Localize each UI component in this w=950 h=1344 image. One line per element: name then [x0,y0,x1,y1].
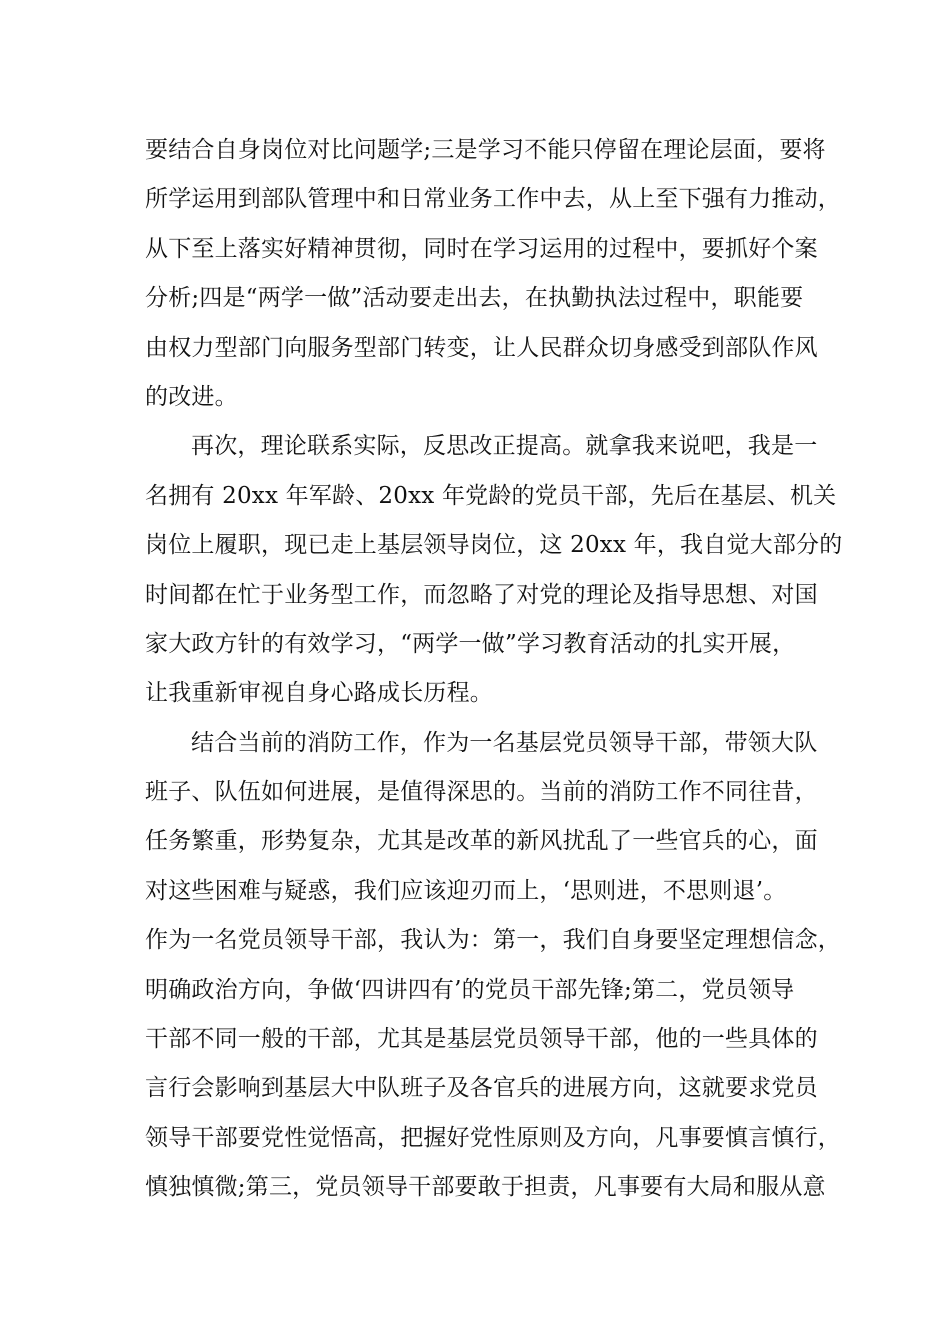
text-line: 作为一名党员领导干部，我认为：第一，我们自身要坚定理想信念， [145,927,841,954]
text-line: 慎独慎微;第三，党员领导干部要敢于担责，凡事要有大局和服从意 [145,1174,826,1201]
text-line: 让我重新审视自身心路成长历程。 [145,680,493,707]
text-line: 干部不同一般的干部，尤其是基层党员领导干部，他的一些具体的 [145,1026,818,1053]
text-line: 班子、队伍如何进展，是值得深思的。当前的消防工作不同往昔， [145,779,818,806]
text-line: 由权力型部门向服务型部门转变，让人民群众切身感受到部队作风 [145,334,818,361]
text-line: 明确政治方向，争做‘四讲四有’的党员干部先锋;第二，党员领导 [145,976,795,1003]
text-line: 对这些困难与疑惑，我们应该迎刃而上，‘思则进，不思则退’。 [145,877,787,904]
text-line: 所学运用到部队管理中和日常业务工作中去，从上至下强有力推动， [145,186,841,213]
text-line: 言行会影响到基层大中队班子及各官兵的进展方向，这就要求党员 [145,1075,818,1102]
document-body [145,126,843,1213]
text-line: 时间都在忙于业务型工作，而忽略了对党的理论及指导思想、对国 [145,581,818,608]
text-line: 的改进。 [145,383,238,410]
paragraph-2 [145,422,843,718]
text-line: 结合当前的消防工作，作为一名基层党员领导干部，带领大队 [191,729,818,756]
text-line: 领导干部要党性觉悟高，把握好党性原则及方向，凡事要慎言慎行， [145,1124,841,1151]
text-line: 名拥有 20xx 年军龄、20xx 年党龄的党员干部，先后在基层、机关 [145,482,837,509]
text-line: 要结合自身岗位对比问题学;三是学习不能只停留在理论层面，要将 [145,137,826,163]
text-line: 岗位上履职，现已走上基层领导岗位，这 20xx 年，我自觉大部分的 [145,532,843,559]
paragraph-1 [145,126,841,422]
text-line: 任务繁重，形势复杂，尤其是改革的新风扰乱了一些官兵的心，面 [145,828,818,855]
text-line: 再次，理论联系实际，反思改正提高。就拿我来说吧，我是一 [191,433,818,460]
text-line: 家大政方针的有效学习，“两学一做”学习教育活动的扎实开展， [145,630,796,657]
text-line: 从下至上落实好精神贯彻，同时在学习运用的过程中，要抓好个案 [145,235,818,262]
text-line: 分析;四是“两学一做”活动要走出去，在执勤执法过程中，职能要 [145,285,804,312]
paragraph-3 [145,719,841,1213]
